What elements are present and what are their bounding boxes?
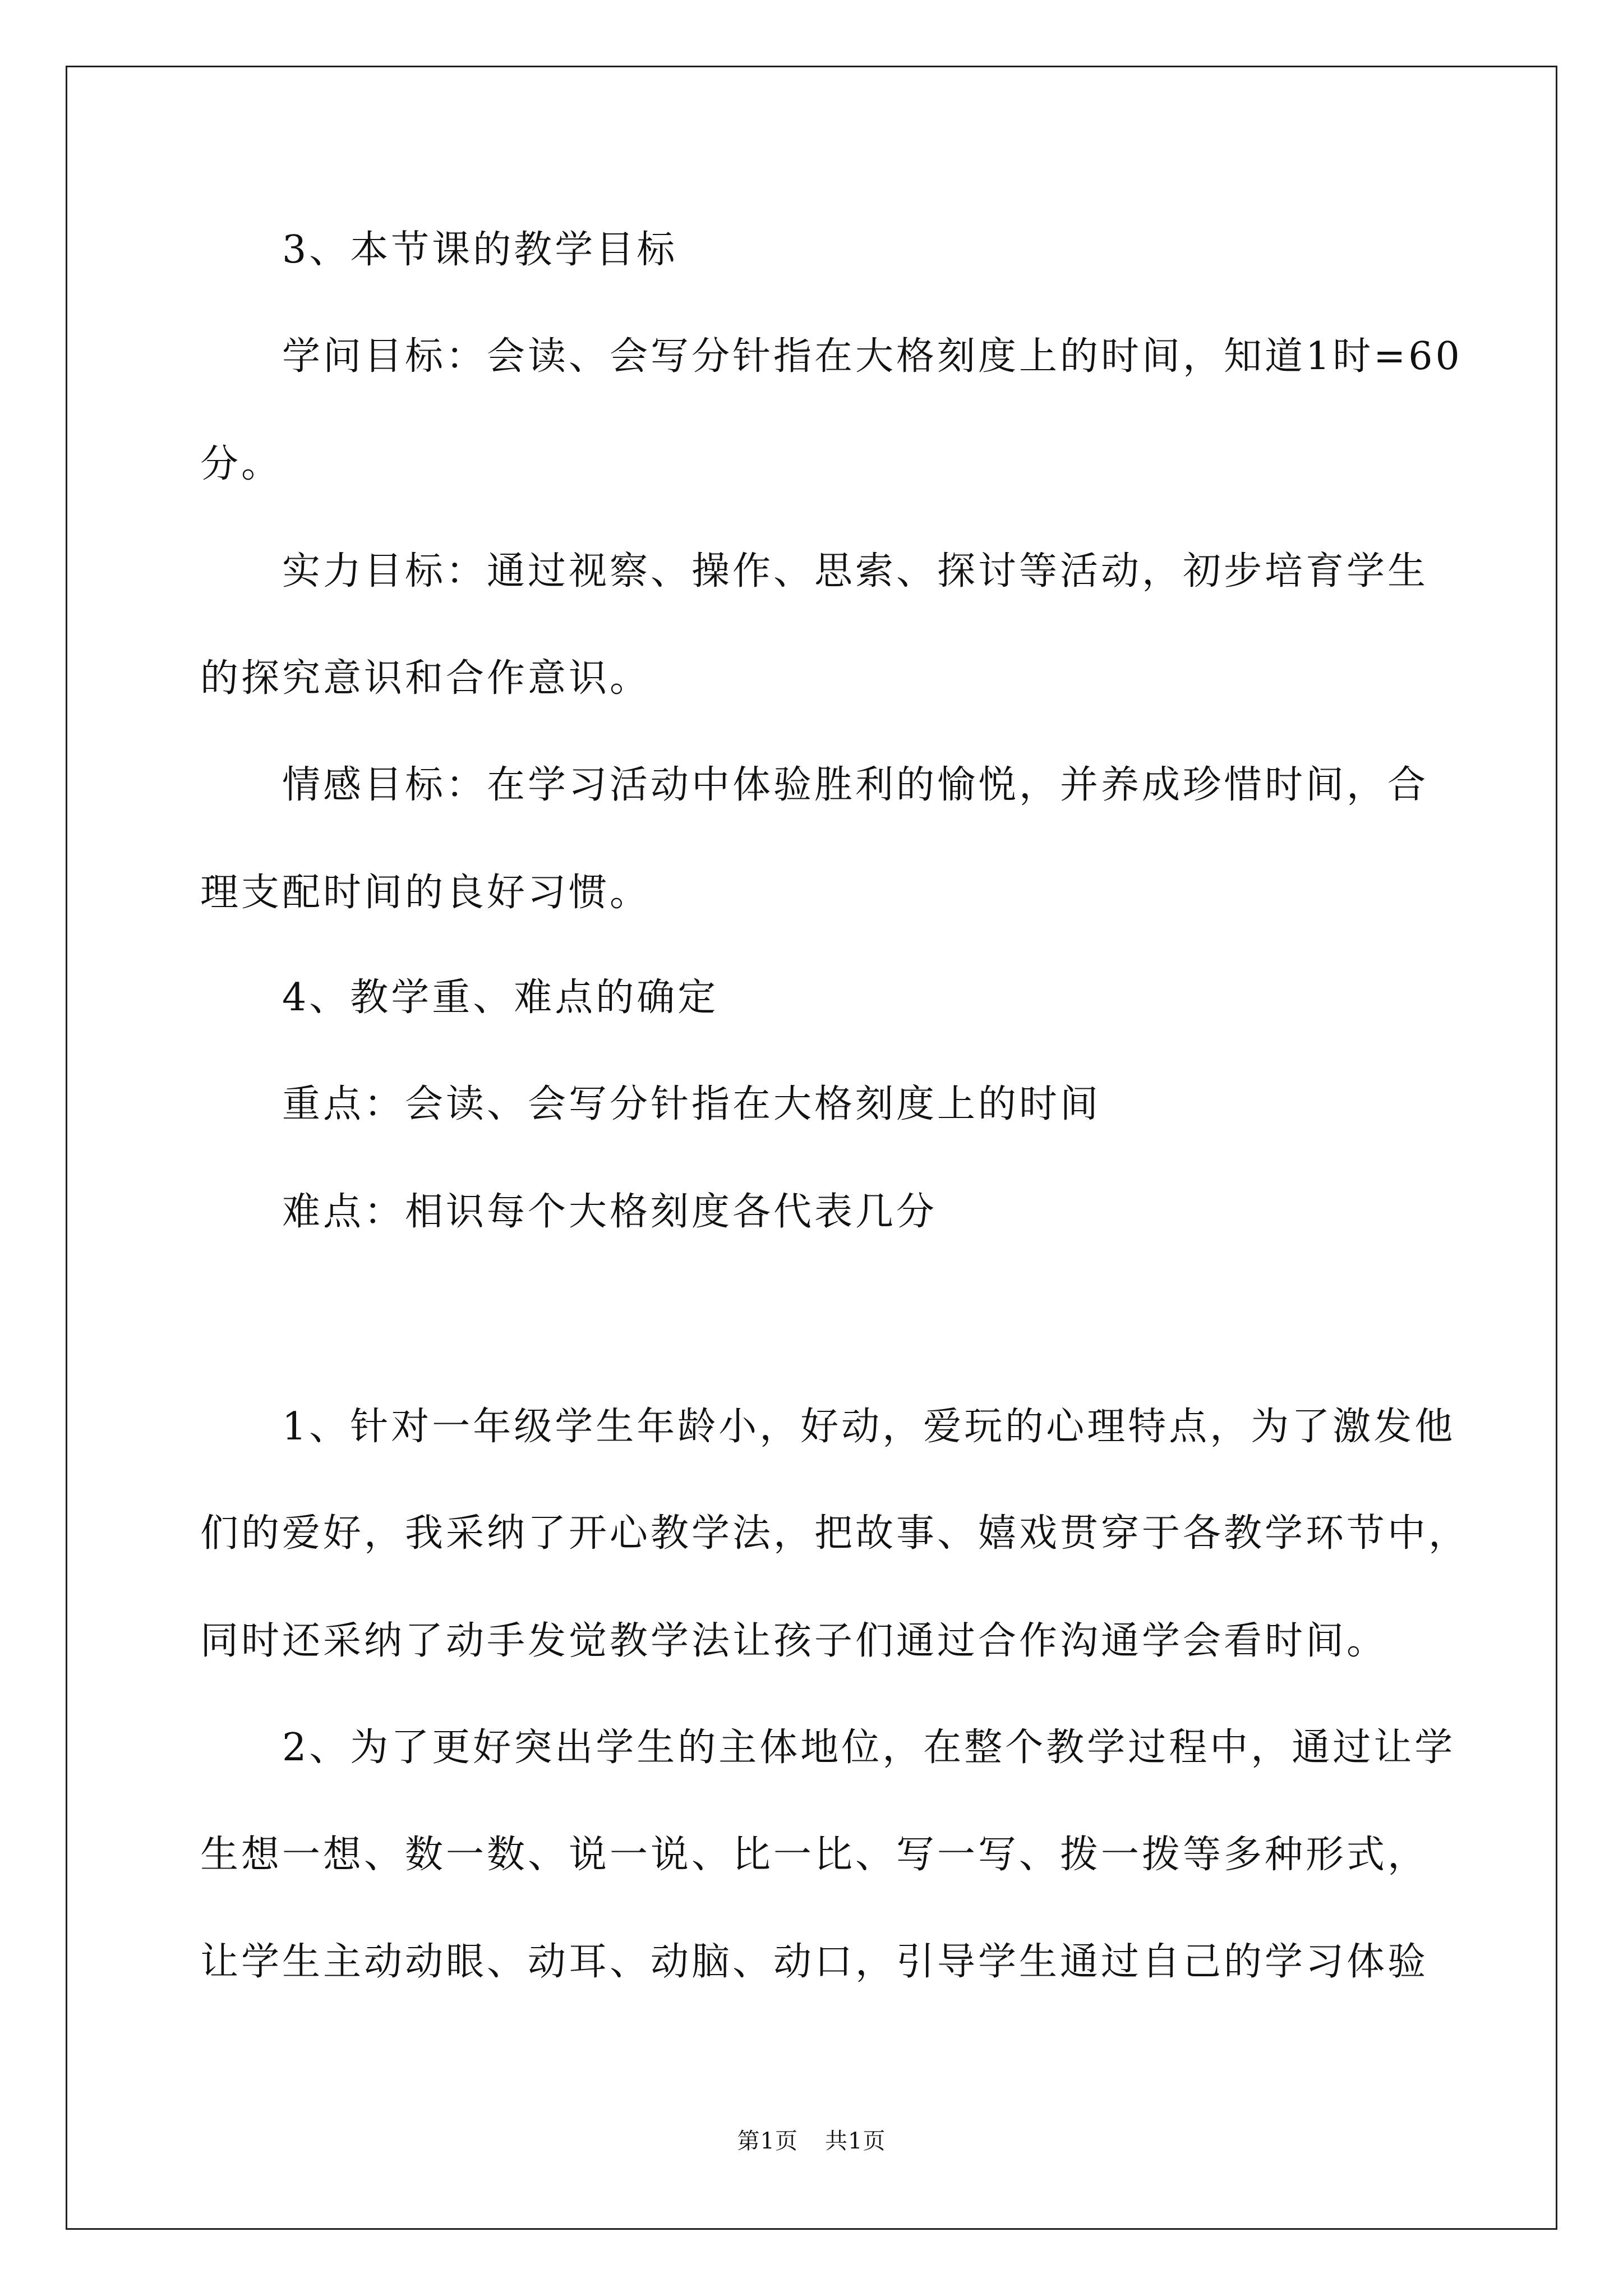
paragraph-line: 生想一想、数一数、说一说、比一比、写一写、拨一拨等多种形式，: [200, 1833, 1429, 1877]
page-number-current: 第1页: [737, 2128, 798, 2154]
paragraph-line: 让学生主动动眼、动耳、动脑、动口，引导学生通过自己的学习体验: [200, 1940, 1429, 1984]
paragraph-line: 理支配时间的良好习惯。: [200, 871, 651, 915]
paragraph-line: 同时还采纳了动手发觉教学法让孩子们通过合作沟通学会看时间。: [200, 1619, 1388, 1663]
paragraph-line: 2、为了更好突出学生的主体地位，在整个教学过程中，通过让学: [200, 1726, 1456, 1770]
paragraph-line: 学问目标：会读、会写分针指在大格刻度上的时间，知道1时=60: [200, 334, 1463, 379]
section-heading-teaching-goals: 3、本节课的教学目标: [200, 228, 678, 272]
paragraph-line: 实力目标：通过视察、操作、思索、探讨等活动，初步培育学生: [200, 549, 1429, 593]
paragraph-line: 情感目标：在学习活动中体验胜利的愉悦，并养成珍惜时间，合: [200, 763, 1429, 807]
page-number-total: 共1页: [825, 2128, 886, 2154]
paragraph-line: 的探究意识和合作意识。: [200, 656, 651, 701]
section-heading-key-points: 4、教学重、难点的确定: [200, 976, 719, 1020]
paragraph-line: 分。: [200, 442, 283, 486]
page-footer: [0, 2123, 1623, 2155]
page-border: [66, 66, 1557, 2230]
paragraph-line: 1、针对一年级学生年龄小，好动，爱玩的心理特点，为了激发他: [200, 1405, 1456, 1449]
paragraph-line: 难点：相识每个大格刻度各代表几分: [200, 1190, 938, 1234]
paragraph-line: 们的爱好，我采纳了开心教学法，把故事、嬉戏贯穿于各教学环节中，: [200, 1511, 1470, 1556]
paragraph-line: 重点：会读、会写分针指在大格刻度上的时间: [200, 1082, 1101, 1126]
